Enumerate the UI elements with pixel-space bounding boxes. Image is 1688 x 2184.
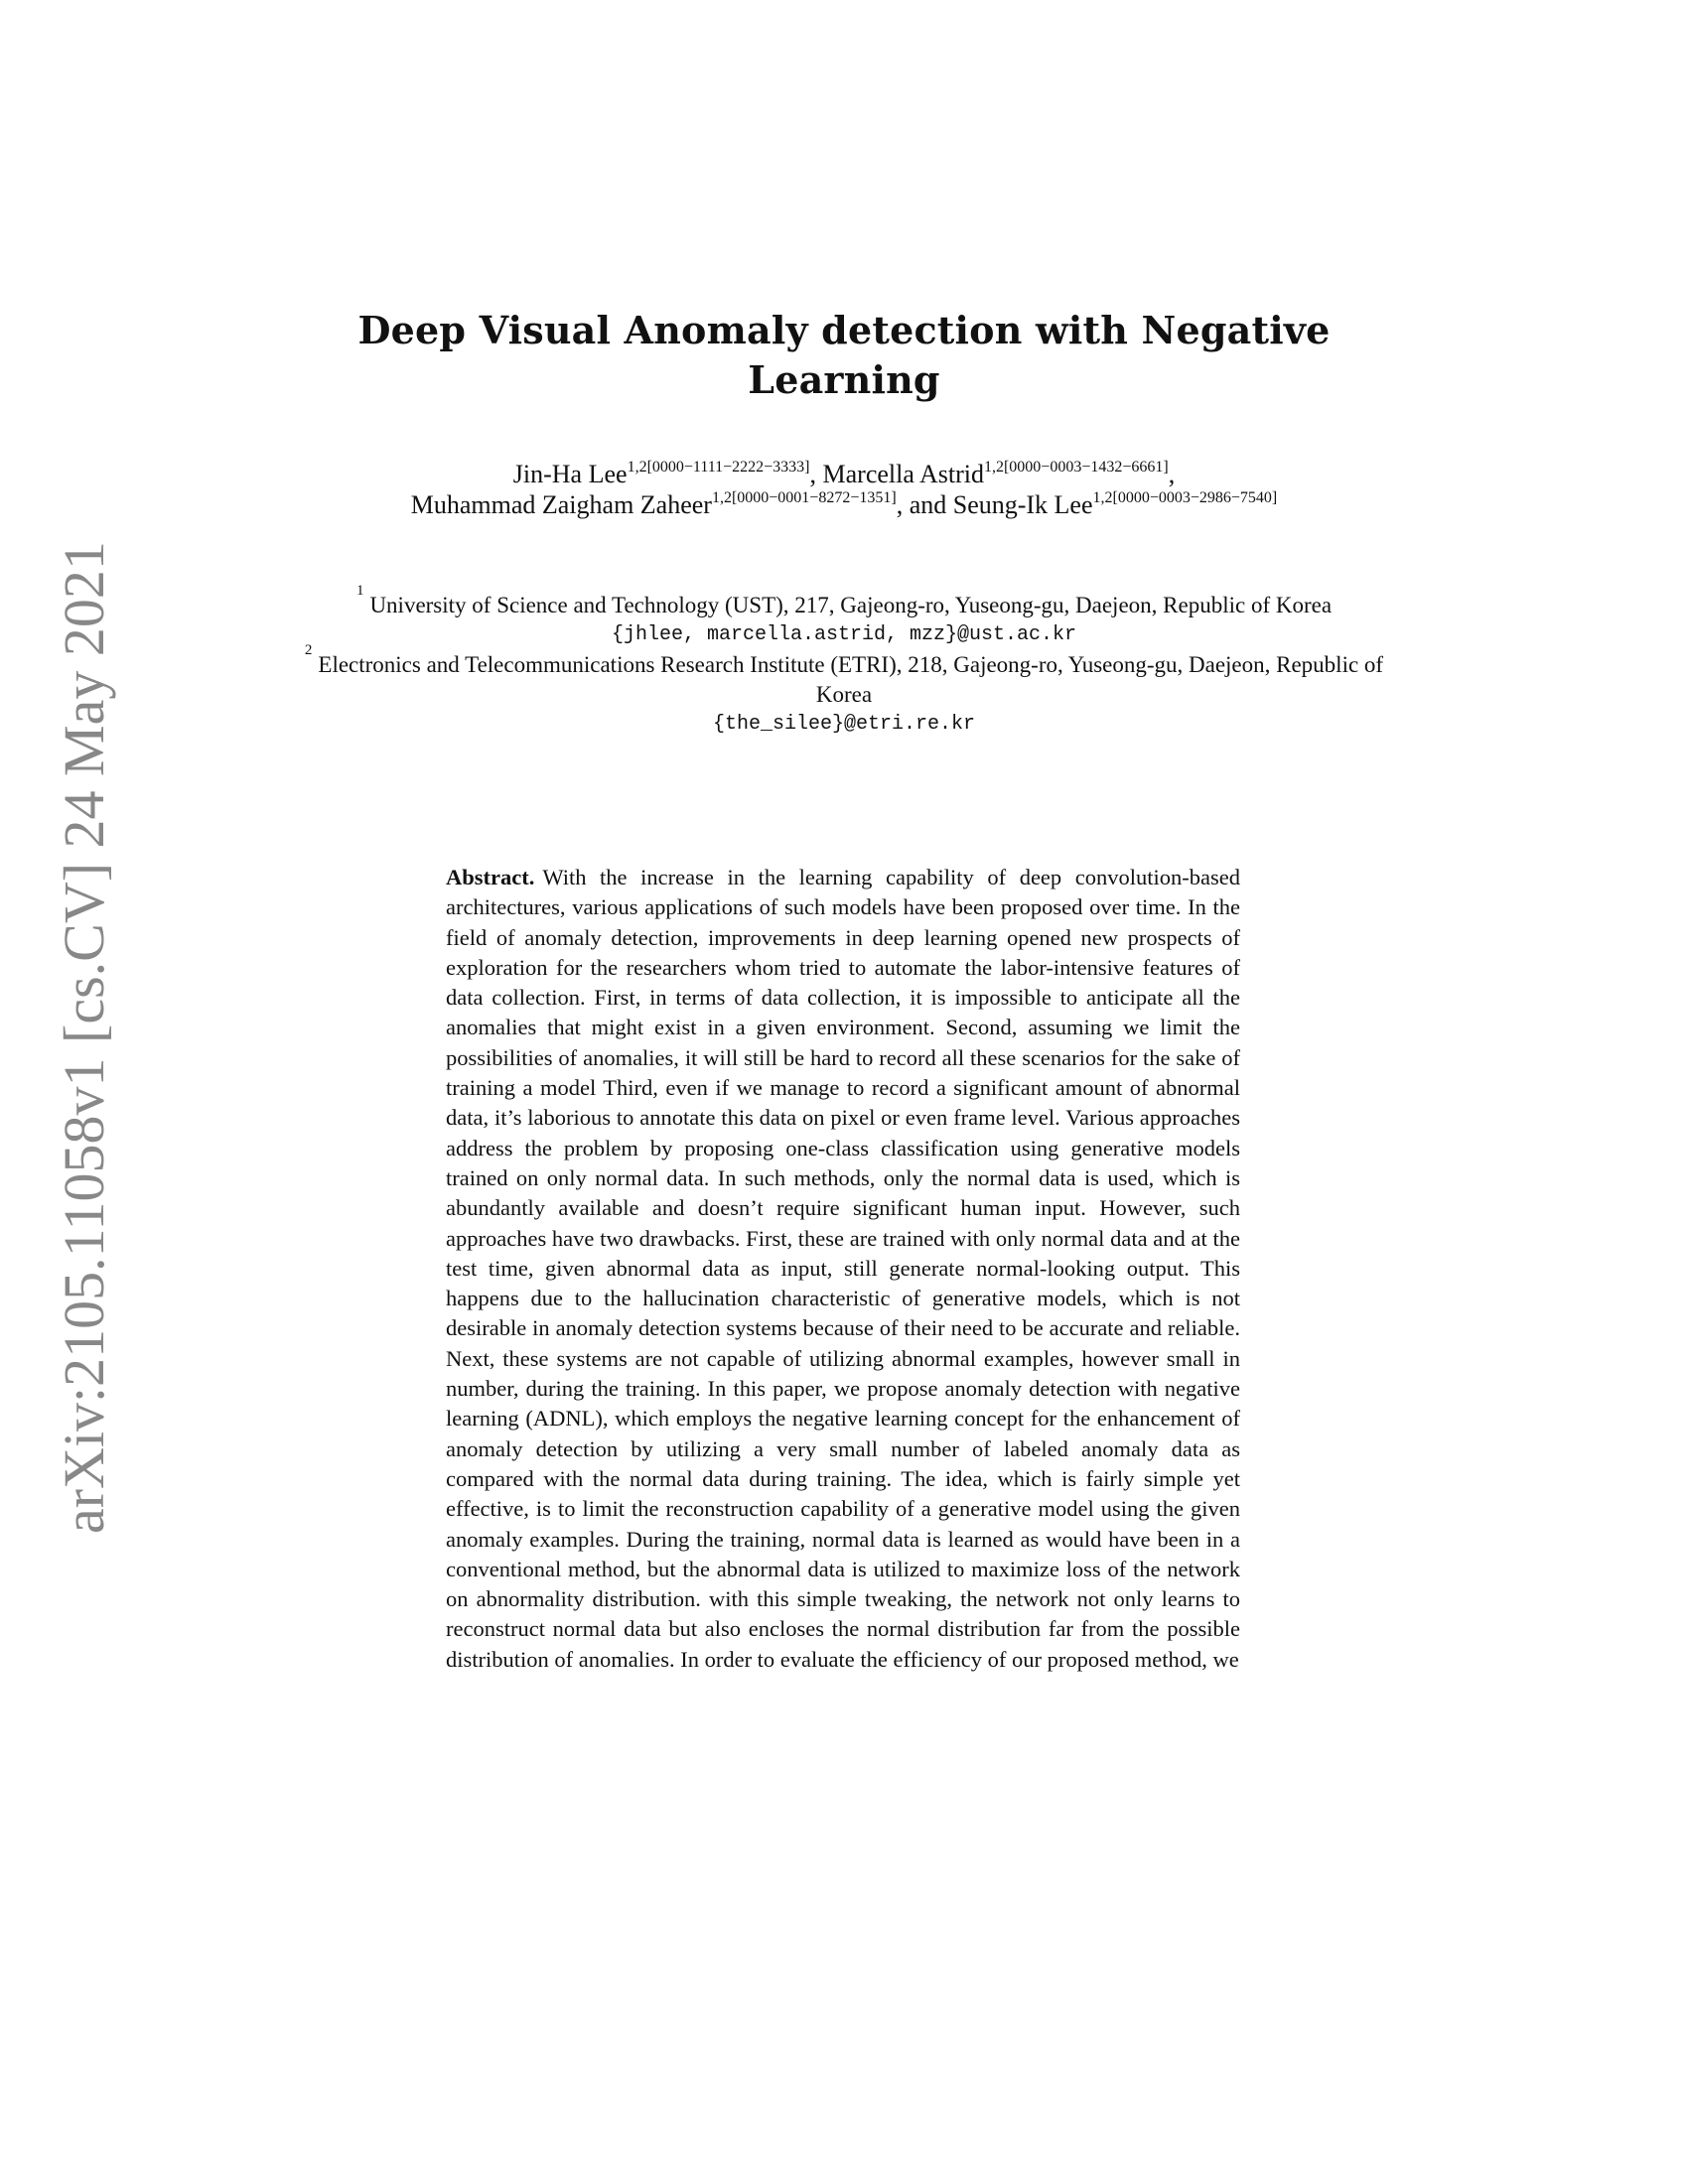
author-orcid: 1,2[0000−0003−2986−7540] bbox=[1092, 489, 1278, 506]
affiliation-institution: University of Science and Technology (UST), 217, Gajeong-ro, Yuseong-gu, Daejeon, Republic of Korea bbox=[369, 593, 1333, 617]
author-orcid: 1,2[0000−0001−8272−1351] bbox=[711, 489, 897, 506]
abstract bbox=[446, 863, 1240, 1675]
paper-title: Deep Visual Anomaly detection with Negative Learning bbox=[357, 308, 1331, 402]
abstract-label: Abstract. bbox=[446, 865, 535, 889]
affiliation-email[interactable]: {the_silee}@etri.re.kr bbox=[712, 713, 976, 736]
author-list: Jin-Ha Lee$^{1,2[0000-1111-2222-3333]}$, Marcella Astrid$^{1,2[0000-0003-1432-6661]}$, Muhammad Zaigham Zaheer$^{1,2[0000-0001-8272-1351]}$, and Seung-Ik Lee$^{1,2[0000-0003-2986-7540]}$ bbox=[410, 459, 1278, 519]
affiliation-institution: Electronics and Telecommunications Research Institute (ETRI), 218, Gajeong-ro, Yuseong-gu, Daejeon, Republic of Korea bbox=[318, 652, 1384, 707]
author-connector: and bbox=[909, 490, 947, 519]
author-name: Muhammad Zaigham Zaheer bbox=[410, 490, 712, 519]
affiliation-marker: 2 bbox=[304, 642, 313, 659]
affiliation-marker: 1 bbox=[355, 583, 364, 600]
author-name: Marcella Astrid bbox=[822, 460, 984, 488]
affiliation-2 bbox=[298, 642, 1390, 710]
arxiv-identifier-stamp: arXiv:2105.11058v1 [cs.CV] 24 May 2021 bbox=[52, 541, 116, 1534]
author-name: Jin-Ha Lee bbox=[512, 460, 628, 488]
abstract-text: With the increase in the learning capability of deep convolution-based architectures, various applications of such models have been proposed over time. In the field of anomaly detection, improvements in deep learning opened new prospects of exploration for the researchers whom tried to automate the labor-intensive features of data collection. First, in terms of data collection, it is impossible to anticipate all the anomalies that might exist in a given environment. Second, assuming we limit the possibilities of anomalies, it will still be hard to record all these scenarios for the sake of training a model Third, even if we manage to record a significant amount of abnormal data, it’s laborious to annotate this data on pixel or even frame level. Various approaches address the problem by proposing one-class classification using generative models trained on only normal data. In such methods, only the normal data is used, which is abundantly available and doesn’t require significant human input. However, such approaches have two drawbacks. First, these are trained with only normal data and at the test time, given abnormal data as input, still generate normal-looking output. This happens due to the hallucination characteristic of generative models, which is not desirable in anomaly detection systems because of their need to be accurate and reliable. Next, these systems are not capable of utilizing abnormal examples, however small in number, during the training. In this paper, we propose anomaly detection with negative learning (ADNL), which employs the negative learning concept for the enhancement of anomaly detection by utilizing a very small number of labeled anomaly data as compared with the normal data during training. The idea, which is fairly simple yet effective, is to limit the reconstruction capability of a generative model using the given anomaly examples. During the training, normal data is learned as would have been in a conventional method, but the abnormal data is utilized to maximize loss of the network on abnormality distribution. with this simple tweaking, the network not only learns to reconstruct normal data but also encloses the normal distribution far from the possible distribution of anomalies. In order to evaluate the efficiency of our proposed method, we bbox=[446, 865, 1240, 1672]
affiliation-list bbox=[298, 583, 1390, 740]
author-orcid: 1,2[0000−0003−1432−6661] bbox=[983, 459, 1169, 476]
author-name: Seung-Ik Lee bbox=[952, 490, 1093, 519]
affiliation-email[interactable]: {jhlee, marcella.astrid, mzz}@ust.ac.kr bbox=[611, 623, 1077, 646]
author-orcid: 1,2[0000−1111−2222−3333] bbox=[627, 459, 810, 476]
affiliation-1 bbox=[298, 583, 1390, 620]
